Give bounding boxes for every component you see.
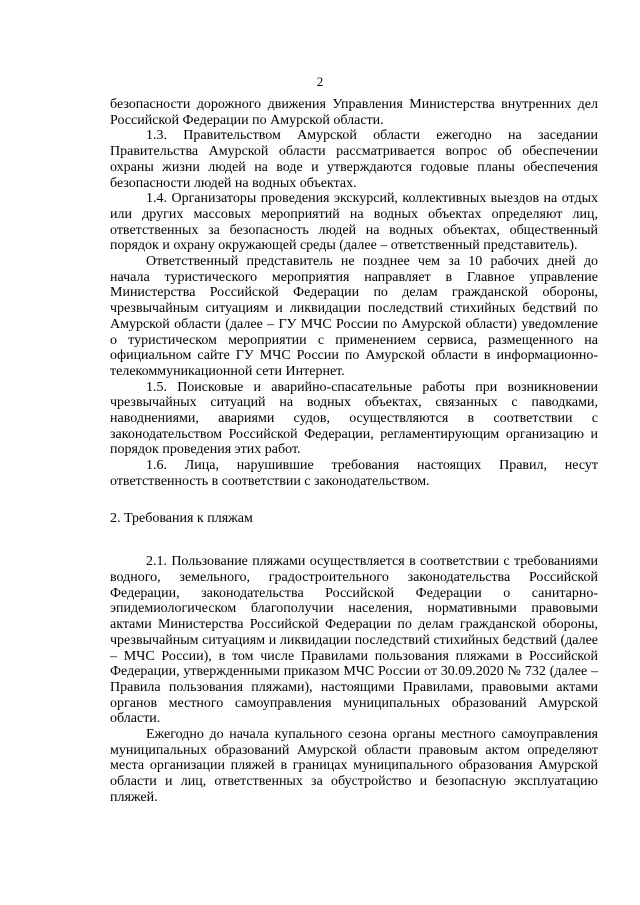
paragraph-responsible-representative: Ответственный представитель не позднее чем за 10 рабочих дней до начала туристического мероприятия направляет в Главное управление Министерства Российской Федерации по делам гражданской обороны, чрезвычайным ситуациям и ликвидации последствий стихийных бедствий по Амурской области (далее – ГУ МЧС России по Амурской области) уведомление о туристическом мероприятии с применением сервиса, размещенного на официальном сайте ГУ МЧС России по Амурской области в информационно-телекоммуникационной сети Интернет. bbox=[110, 254, 598, 379]
paragraph-1-3: 1.3. Правительством Амурской области ежегодно на заседании Правительства Амурской области рассматривается вопрос об обеспечении охраны жизни людей на воде и утверждаются годовые планы обеспечения безопасности людей на водных объектах. bbox=[110, 128, 598, 191]
paragraph-1-5: 1.5. Поисковые и аварийно-спасательные работы при возникновении чрезвычайных ситуаций на водных объектах, связанных с паводками, наводнениями, авариями судов, осуществляются в соответствии с законодательством Российской Федерации, регламентирующим организацию и порядок проведения этих работ. bbox=[110, 379, 598, 458]
paragraph-1-4: 1.4. Организаторы проведения экскурсий, коллективных выездов на отдых или других массовых мероприятий на водных объектах определяют лиц, ответственных за безопасность людей на водных объектах, общественный порядок и охрану окружающей среды (далее – ответственный представитель). bbox=[110, 191, 598, 254]
paragraph-2-1: 2.1. Пользование пляжами осуществляется в соответствии с требованиями водного, земельного, градостроительного законодательства Российской Федерации, законодательства Российской Федерации о санитарно-эпидемиологическом благополучии населения, нормативными правовыми актами Министерства Российской Федерации по делам гражданской обороны, чрезвычайным ситуациям и ликвидации последствий стихийных бедствий (далее – МЧС России), в том числе Правилами пользования пляжами в Российской Федерации, утвержденными приказом МЧС России от 30.09.2020 № 732 (далее – Правила пользования пляжами), настоящими Правилами, правовыми актами органов местного самоуправления муниципальных образований Амурской области. bbox=[110, 554, 598, 727]
paragraph-1-6: 1.6. Лица, нарушившие требования настоящих Правил, несут ответственность в соответствии с законодательством. bbox=[110, 458, 598, 489]
paragraph-continuation: безопасности дорожного движения Управления Министерства внутренних дел Российской Федерации по Амурской области. bbox=[110, 97, 598, 128]
page-number: 2 bbox=[316, 74, 324, 89]
paragraph-annual-beaches: Ежегодно до начала купального сезона органы местного самоуправления муниципальных образований Амурской области правовым актом определяют места организации пляжей в границах муниципального образования Амурской области и лиц, ответственных за обустройство и безопасную эксплуатацию пляжей. bbox=[110, 727, 598, 805]
section-heading: 2. Требования к пляжам bbox=[110, 510, 253, 526]
document-body bbox=[110, 97, 598, 806]
